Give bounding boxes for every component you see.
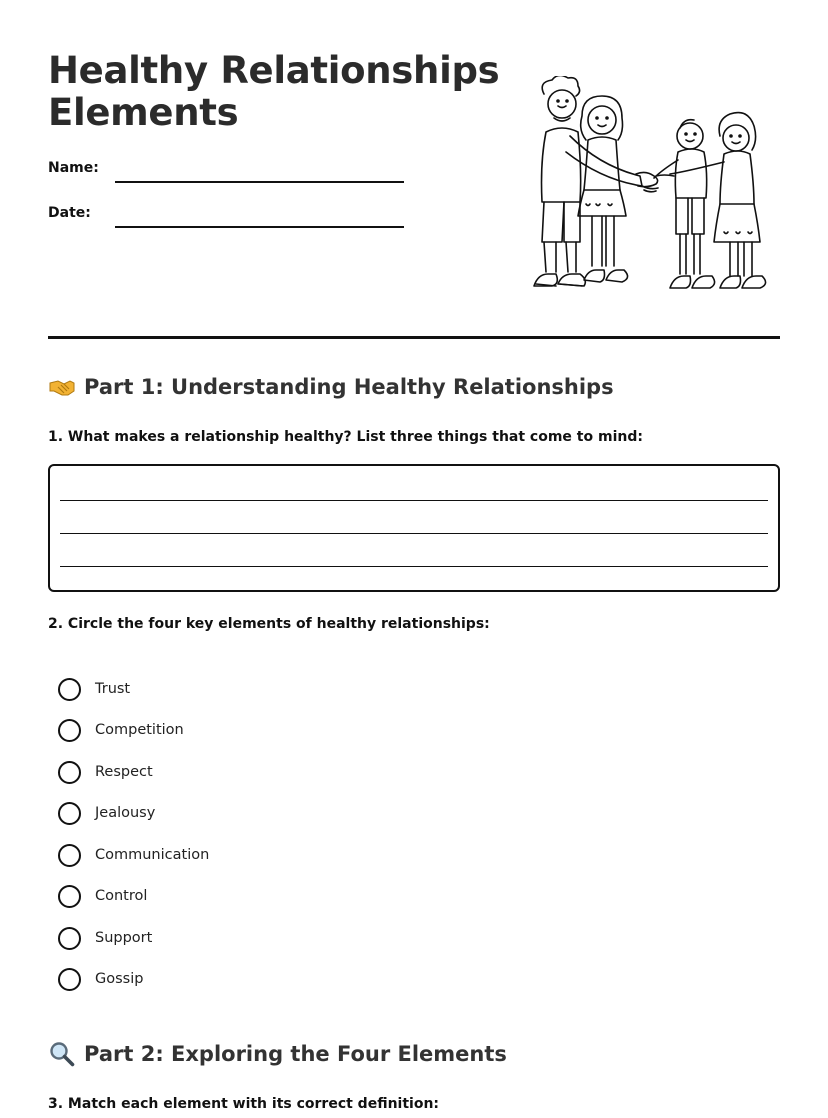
option-circle[interactable] bbox=[58, 968, 81, 991]
answer-line-1[interactable] bbox=[60, 500, 768, 501]
option-respect[interactable] bbox=[58, 759, 153, 785]
option-communication[interactable] bbox=[58, 842, 209, 868]
question-1-answer-box[interactable] bbox=[48, 464, 780, 592]
part-1-heading-text: Part 1: Understanding Healthy Relationships bbox=[84, 375, 614, 399]
option-control[interactable] bbox=[58, 883, 147, 909]
boy-figure-left bbox=[534, 76, 642, 286]
question-1: 1. What makes a relationship healthy? List three things that come to mind: bbox=[48, 429, 643, 445]
answer-line-2[interactable] bbox=[60, 533, 768, 534]
part-1-heading bbox=[48, 373, 614, 401]
boy-figure-right bbox=[654, 120, 715, 288]
girl-figure-right bbox=[670, 113, 766, 289]
children-handshake-illustration bbox=[524, 76, 774, 316]
part-2-heading bbox=[48, 1040, 507, 1068]
option-support[interactable] bbox=[58, 925, 152, 951]
name-label: Name: bbox=[48, 160, 99, 176]
name-line[interactable] bbox=[115, 181, 404, 183]
girl-figure-left bbox=[578, 96, 628, 282]
option-circle[interactable] bbox=[58, 844, 81, 867]
title-line-2: Elements bbox=[48, 91, 239, 134]
date-label: Date: bbox=[48, 205, 91, 221]
option-circle[interactable] bbox=[58, 927, 81, 950]
option-jealousy[interactable] bbox=[58, 800, 155, 826]
option-circle[interactable] bbox=[58, 719, 81, 742]
worksheet-title bbox=[48, 50, 518, 134]
header-divider bbox=[48, 336, 780, 339]
title-line-1: Healthy Relationships bbox=[48, 49, 500, 92]
option-label: Support bbox=[95, 930, 153, 946]
date-field[interactable] bbox=[48, 205, 408, 235]
date-line[interactable] bbox=[115, 226, 404, 228]
option-circle[interactable] bbox=[58, 802, 81, 825]
question-3: 3. Match each element with its correct definition: bbox=[48, 1096, 440, 1112]
answer-line-3[interactable] bbox=[60, 566, 768, 567]
option-label: Jealousy bbox=[95, 805, 156, 821]
name-field[interactable] bbox=[48, 160, 408, 190]
option-circle[interactable] bbox=[58, 885, 81, 908]
option-label: Control bbox=[95, 888, 148, 904]
option-label: Respect bbox=[95, 764, 153, 780]
option-competition[interactable] bbox=[58, 717, 184, 743]
option-gossip[interactable] bbox=[58, 966, 143, 992]
handshake-icon bbox=[48, 373, 76, 401]
option-label: Communication bbox=[95, 847, 210, 863]
worksheet-page bbox=[48, 0, 780, 1118]
option-circle[interactable] bbox=[58, 678, 81, 701]
option-label: Gossip bbox=[95, 971, 144, 987]
option-trust[interactable] bbox=[58, 676, 130, 702]
option-circle[interactable] bbox=[58, 761, 81, 784]
magnifying-glass-icon bbox=[48, 1040, 76, 1068]
question-2: 2. Circle the four key elements of healthy relationships: bbox=[48, 616, 490, 632]
option-label: Trust bbox=[95, 681, 131, 697]
option-label: Competition bbox=[95, 722, 184, 738]
part-2-heading-text: Part 2: Exploring the Four Elements bbox=[84, 1042, 507, 1066]
